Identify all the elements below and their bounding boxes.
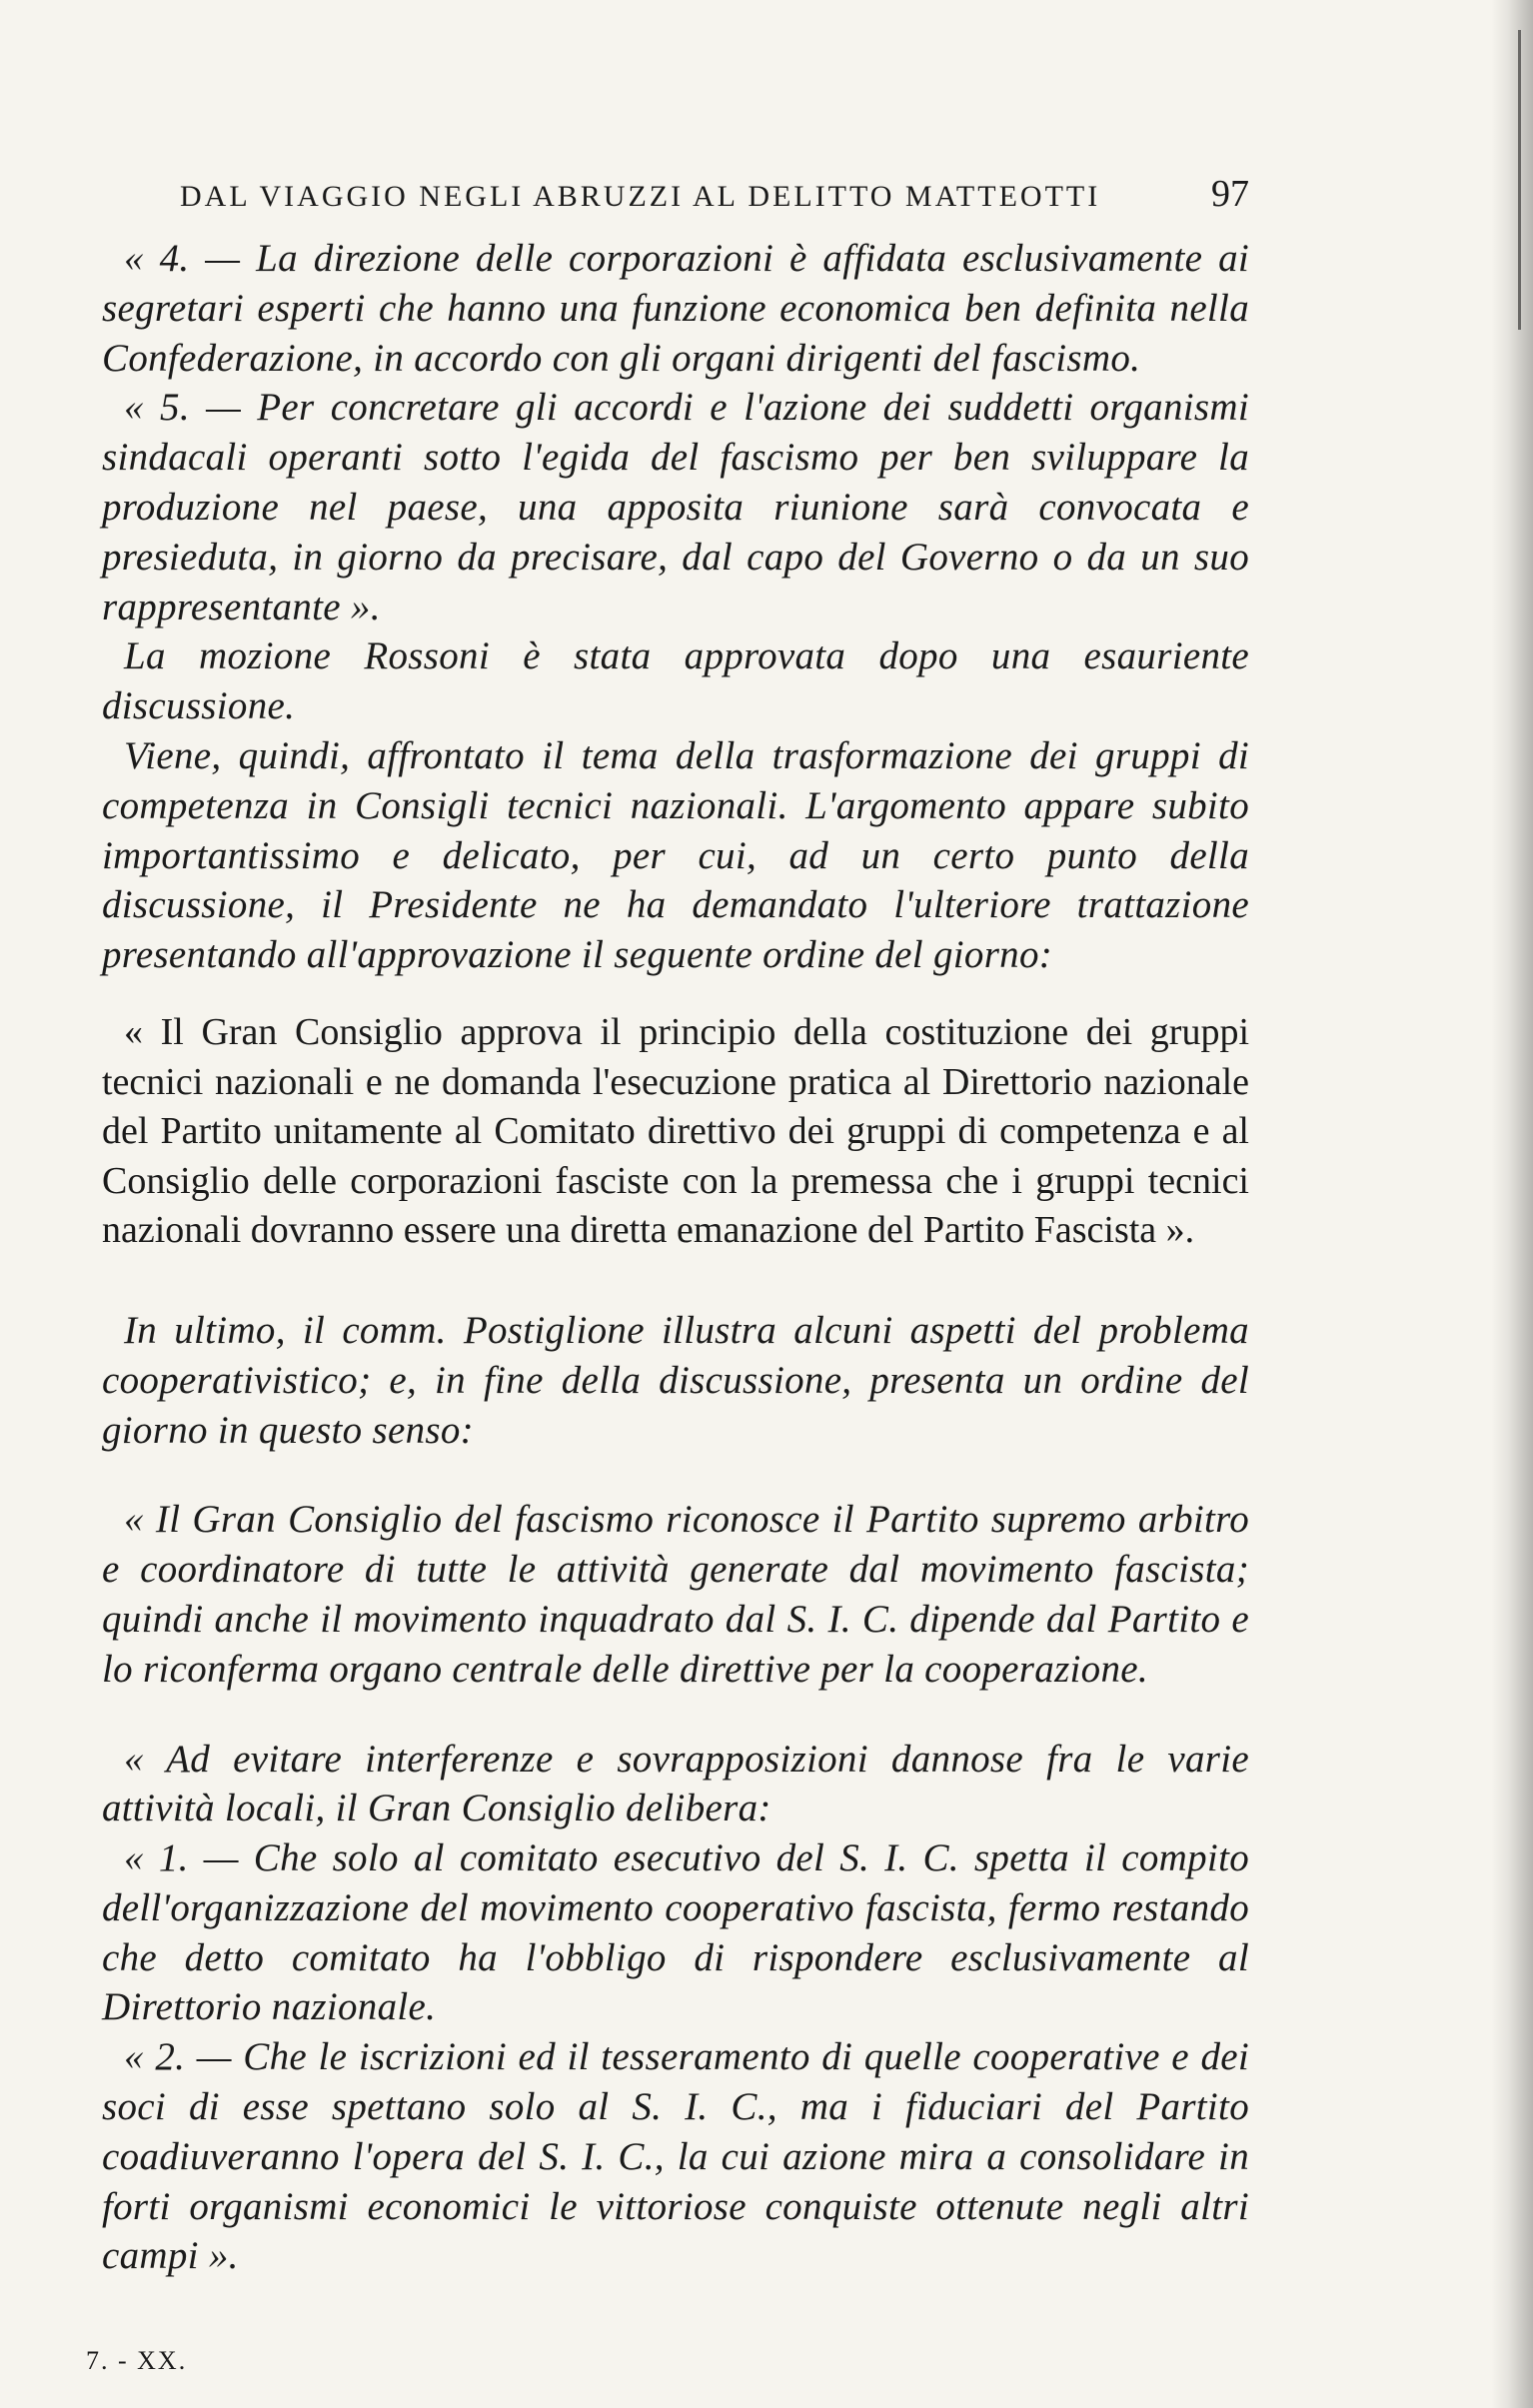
paragraph-item-4: « 4. — La direzione delle corporazioni è affidata esclusivamente ai segretari esperti che hanno una funzione economica ben definita nella Confederazione, in accordo con gli organi dirigenti del fascismo. <box>102 237 1249 380</box>
paragraph-interferences: « Ad evitare interferenze e sovrapposizioni dannose fra le varie attività locali, il Gran Consiglio delibera: <box>102 1737 1249 1830</box>
page-edge-line <box>1518 30 1521 330</box>
paragraph-technical-groups: Viene, quindi, affrontato il tema della trasformazione dei gruppi di competenza in Consigli tecnici nazionali. L'argomento appare subito importantissimo e delicato, per cui, ad un certo punto della discussione, il Presidente ne ha demandato l'ulteriore trattazione presentando all'approvazione il seguente ordine del giorno: <box>102 733 1249 977</box>
paragraph-item-1: « 1. — Che solo al comitato esecutivo del S. I. C. spetta il compito dell'organizzazione del movimento cooperativo fascista, fermo restando che detto comitato ha l'obbligo di rispondere esclusivamente al Direttorio nazionale. <box>102 1836 1249 2029</box>
paragraph-rossoni-motion: La mozione Rossoni è stata approvata dopo una esauriente discussione. <box>102 634 1249 728</box>
paragraph-item-5: « 5. — Per concretare gli accordi e l'azione dei suddetti organismi sindacali operanti sotto l'egida del fascismo per ben sviluppare la produzione nel paese, una apposita riunione sarà convocata e presieduta, in giorno da precisare, dal capo del Governo o da un suo rappresentante ». <box>102 386 1249 628</box>
page-number: 97 <box>1211 173 1249 215</box>
paragraph-cooperation-order: « Il Gran Consiglio del fascismo riconosce il Partito supremo arbitro e coordinatore di tutte le attività generate dal movimento fascista; quindi anche il movimento inquadrato dal S. I. C. dipende dal Partito e lo riconferma organo centrale delle direttive per la cooperazione. <box>102 1498 1249 1691</box>
running-header <box>180 172 1249 216</box>
page-body <box>102 234 1249 2281</box>
paragraph-gran-consiglio-order: « Il Gran Consiglio approva il principio della costituzione dei gruppi tecnici nazionali e ne domanda l'esecuzione pratica al Direttorio nazionale del Partito unitamente al Comitato direttivo dei gruppi di competenza e al Consiglio delle corporazioni fasciste con la premessa che i gruppi tecnici nazionali dovranno essere una diretta emanazione del Partito Fascista ». <box>102 1010 1249 1252</box>
signature-mark: 7. - XX. <box>86 2346 188 2375</box>
paragraph-item-2: « 2. — Che le iscrizioni ed il tesseramento di quelle cooperative e dei soci di esse spettano solo al S. I. C., ma i fiduciari del Partito coadiuveranno l'opera del S. I. C., la cui azione mira a consolidare in forti organismi economici le vittoriose conquiste ottenute negli altri campi ». <box>102 2035 1249 2278</box>
paragraph-postiglione: In ultimo, il comm. Postiglione illustra alcuni aspetti del problema cooperativistico; e, in fine della discussione, presenta un ordine del giorno in questo senso: <box>102 1308 1249 1452</box>
page-edge-shadow <box>1491 0 1533 2408</box>
running-title: DAL VIAGGIO NEGLI ABRUZZI AL DELITTO MATTEOTTI <box>180 180 1101 213</box>
